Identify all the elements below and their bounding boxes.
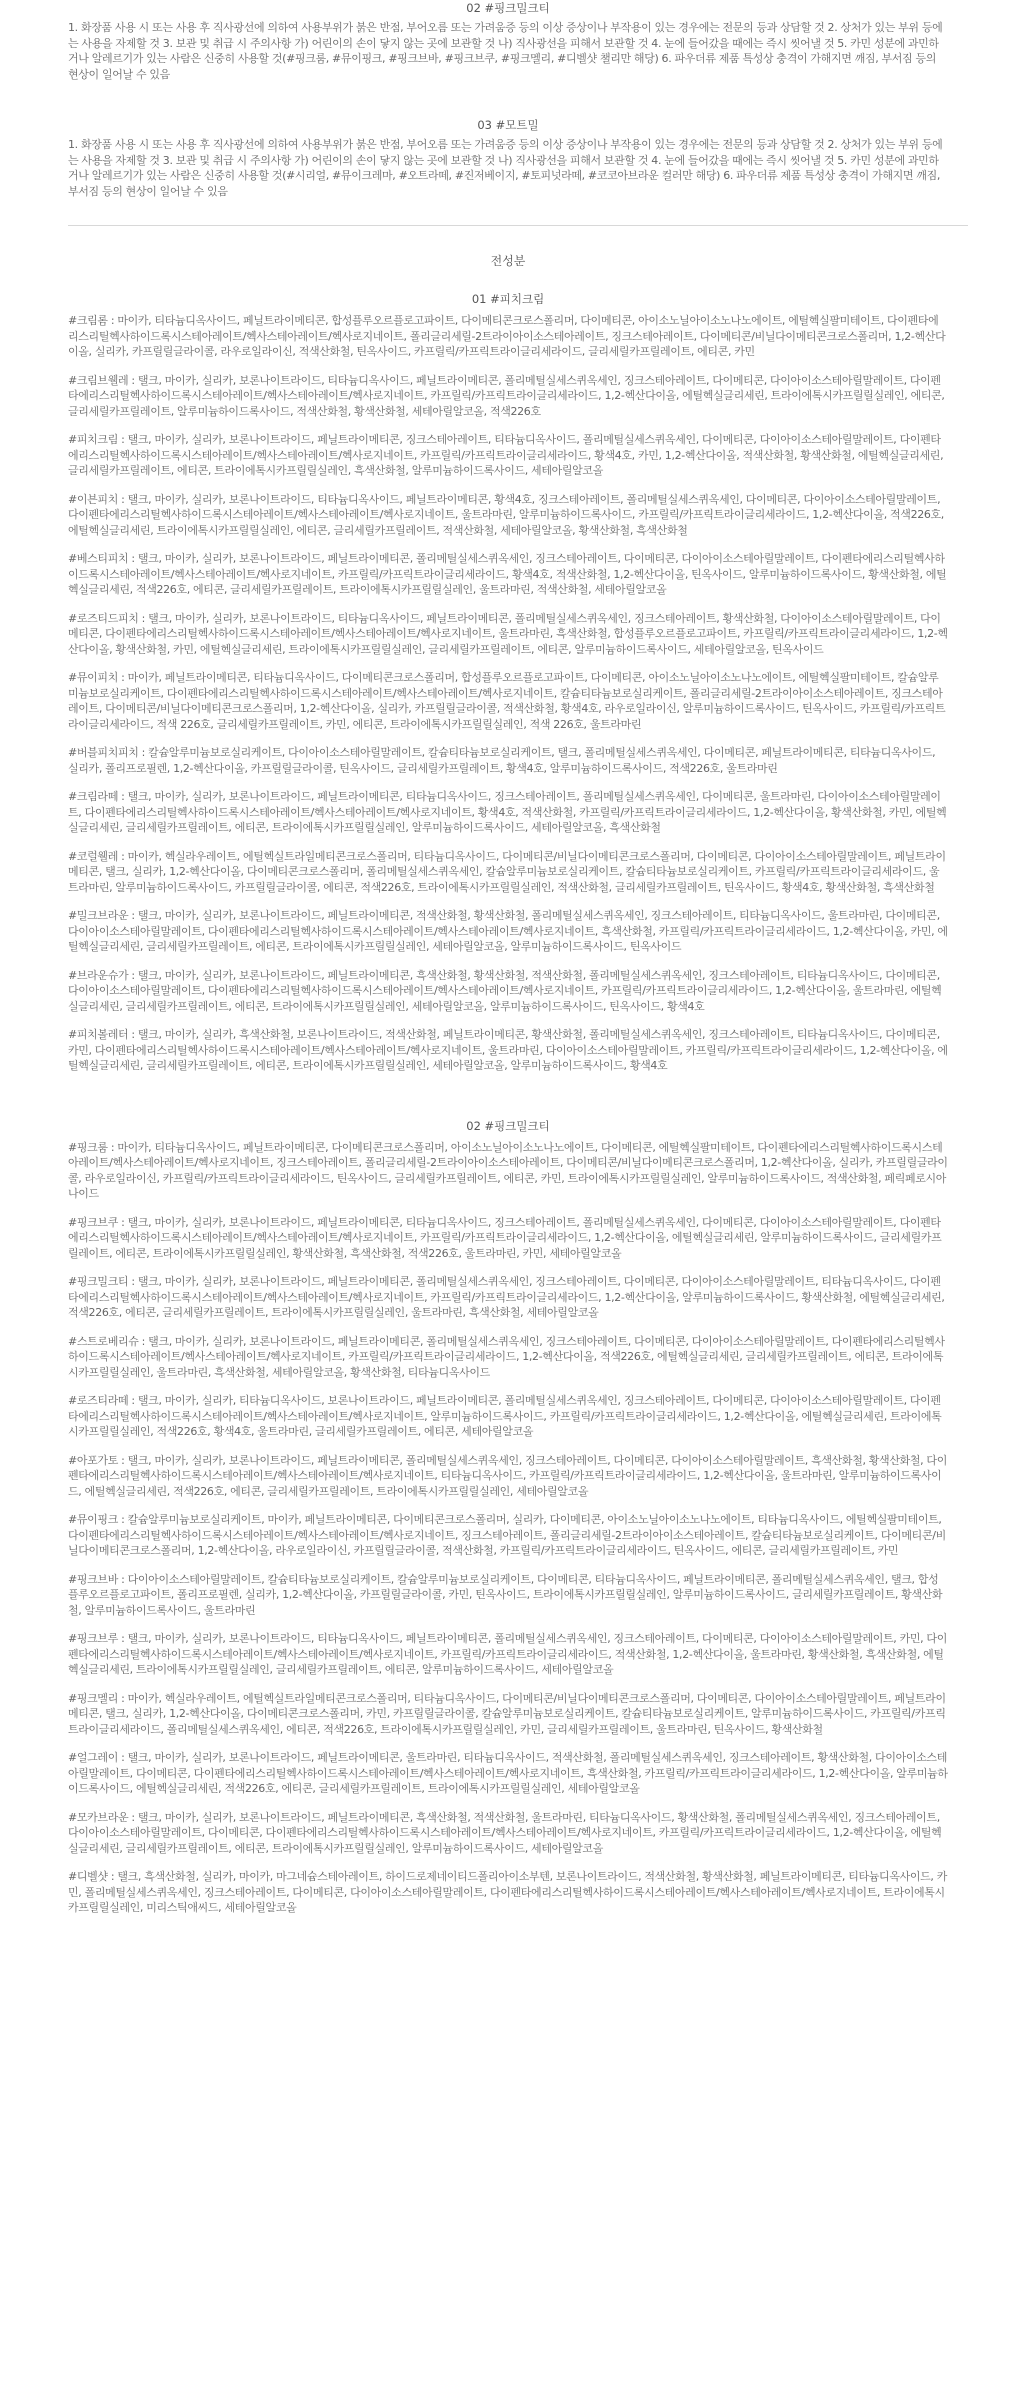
ingredient-list-item: #밀크브라운 : 탤크, 마이카, 실리카, 보론나이트라이드, 페닐트라이메티콘, 적색산화철, 황색산화철, 폴리메틸실세스퀴옥세인, 징크스테아레이트, 티타늄디옥사이드, 울트라마린, 다이메티콘, 다이아이소스테아릴말레이트, 다이펜타에리스리틸헥사하이드록시스테아레이트/헥사스테아레이트/헥사로지네이트, 흑색산화철, 카프릴릭/카프릭트라이글리세라이드, 1,2-헥산다이올, 카민, 에틸헥실글리세린, 글리세릴카프릴레이트, 에티콘, 트라이에톡시카프릴릴실레인, 세테아릴알코올, 알루미늄하이드록사이드, 틴옥사이드 [68,909,948,953]
caution-title: 02 #핑크밀크티 [466,1,550,15]
ingredient-list-item: #핑크룸 : 마이카, 티타늄디옥사이드, 페닐트라이메티콘, 다이메티콘크로스폴리머, 아이소노닐아이소노나노에이트, 다이메티콘, 에틸헥실팔미테이트, 다이펜타에리스리틸헥사하이드록시스테아레이트/헥사스테아레이트/헥사로지네이트, 징크스테아레이트, 폴리글리세릴-2트라이아이소스테아레이트, 다이메티콘/비닐다이메티콘크로스폴리머, 1,2-헥산다이올, 실리카, 카프릴릴글라이콜, 라우로일라이신, 카프릴릭/카프릭트라이글리세라이드, 틴옥사이드, 글리세릴카프릴레이트, 에티콘, 카민, 트라이에톡시카프릴릴실레인, 알루미늄하이드록사이드, 적색산화철, 페릭페로시아나이드 [68,1140,948,1200]
ingredient-group-peach-cream [68,291,948,1074]
ingredient-list-item: #모카브라운 : 탤크, 마이카, 실리카, 보론나이트라이드, 페닐트라이메티콘, 흑색산화철, 적색산화철, 울트라마린, 티타늄디옥사이드, 황색산화철, 폴리메틸실세스퀴옥세인, 징크스테아레이트, 다이아이소스테아릴말레이트, 다이메티콘, 다이펜타에리스리틸헥사하이드록시스테아레이트/헥사스테아레이트/헥사로지네이트, 카프릴릭/카프릭트라이글리세라이드, 1,2-헥산다이올, 에틸헥실글리세린, 글리세릴카프릴레이트, 에티콘, 트라이에톡시카프릴릴실레인, 알루미늄하이드록사이드, 세테아릴알코올 [68,1810,942,1855]
ingredient-list-item: #베스티피치 : 탤크, 마이카, 실리카, 보론나이트라이드, 페닐트라이메티콘, 폴리메틸실세스퀴옥세인, 징크스테아레이트, 다이메티콘, 다이아이소스테아릴말레이트, 다이펜타에리스리틸헥사하이드록시스테아레이트/헥사스테아레이트/헥사로지네이트, 카프릴릭/카프릭트라이글리세라이드, 황색4호, 적색산화철, 1,2-헥산다이올, 틴옥사이드, 알루미늄하이드록사이드, 황색산화철, 에틸헥실글리세린, 적색226호, 에티콘, 글리세릴카프릴레이트, 트라이에톡시카프릴릴실레인, 울트라마린, 적색산화철, 세테아릴알코올 [68,552,947,596]
ingredient-list-item: #브라운슈가 : 탤크, 마이카, 실리카, 보론나이트라이드, 페닐트라이메티콘, 흑색산화철, 황색산화철, 적색산화철, 폴리메틸실세스퀴옥세인, 징크스테아레이트, 티타늄디옥사이드, 다이메티콘, 다이아이소스테아릴말레이트, 다이펜타에리스리틸헥사하이드록시스테아레이트/헥사스테아레이트/헥사로지네이트, 카프릴릭/카프릭트라이글리세라이드, 1,2-헥산다이올, 울트라마린, 에틸헥실글리세린, 글리세릴카프릴레이트, 에티콘, 트라이에톡시카프릴릴실레인, 세테아릴알코올, 알루미늄하이드록사이드, 틴옥사이드, 황색4호 [68,968,942,1013]
ingredient-list-item: #피치볼레터 : 탤크, 마이카, 실리카, 흑색산화철, 보론나이트라이드, 적색산화철, 페닐트라이메티콘, 황색산화철, 폴리메틸실세스퀴옥세인, 징크스테아레이트, 티타늄디옥사이드, 다이메티콘, 카민, 다이펜타에리스리틸헥사하이드록시스테아레이트/헥사스테아레이트/헥사로지네이트, 울트라마린, 다이아이소스테아릴말레이트, 카프릴릭/카프릭트라이글리세라이드, 1,2-헥산다이올, 에틸헥실글리세린, 글리세릴카프릴레이트, 에티콘, 트라이에톡시카프릴릴실레인, 세테아릴알코올, 알루미늄하이드록사이드, 황색4호 [68,1028,948,1072]
ingredient-list-item: #핑크브쿠 : 탤크, 마이카, 실리카, 보론나이트라이드, 페닐트라이메티콘, 티타늄디옥사이드, 징크스테아레이트, 폴리메틸실세스퀴옥세인, 다이메티콘, 다이아이소스테아릴말레이트, 다이펜타에리스리틸헥사하이드록시스테아레이트/헥사스테아레이트/헥사로지네이트, 카프릴릭/카프릭트라이글리세라이드, 1,2-헥산다이올, 에틸헥실글리세린, 알루미늄하이드록사이드, 글리세릴카프릴레이트, 에티콘, 트라이에톡시카프릴릴실레인, 황색산화철, 흑색산화철, 적색226호, 울트라마린, 카민, 세테아릴알코올 [68,1215,942,1260]
ingredient-list-item: #핑크멜리 : 마이카, 헥실라우레이트, 에틸헥실트라일메티콘크로스폴리머, 티타늄디옥사이드, 다이메티콘/비닐다이메티콘크로스폴리머, 다이메티콘, 다이아이소스테아릴말레이트, 페닐트라이메티콘, 탤크, 실리카, 1,2-헥산다이올, 다이메티콘크로스폴리머, 카민, 카프릴릴글라이콜, 칼슘알루미늄보로실리케이트, 칼슘티타늄보로실리케이트, 알루미늄하이드록사이드, 카프릴릭/카프릭트라이글리세라이드, 폴리메틸실세스퀴옥세인, 에티콘, 적색226호, 트라이에톡시카프릴릴실레인, 카민, 글리세릴카프릴레이트, 울트라마린, 틴옥사이드, 황색산화철 [68,1691,946,1736]
ingredient-list-item: #뮤이핑크 : 칼슘알루미늄보로실리케이트, 마이카, 페닐트라이메티콘, 다이메티콘크로스폴리머, 실리카, 다이메티콘, 아이소노닐아이소노나노에이트, 티타늄디옥사이드, 에틸헥실팔미테이트, 다이펜타에리스리틸헥사하이드록시스테아레이트/헥사스테아레이트/헥사로지네이트, 징크스테아레이트, 폴리글리세릴-2트라이아이소스테아레이트, 칼슘티타늄보로실리케이트, 다이메티콘/비닐다이메티콘크로스폴리머, 1,2-헥산다이올, 라우로일라이신, 카프릴릴글라이콜, 적색산화철, 카프릴릭/카프릭트라이글리세라이드, 틴옥사이드, 에티콘, 글리세릴카프릴레이트, 카민 [68,1513,946,1557]
ingredient-list-item: #로즈티드피치 : 탤크, 마이카, 실리카, 보론나이트라이드, 티타늄디옥사이드, 페닐트라이메티콘, 폴리메틸실세스퀴옥세인, 징크스테아레이트, 황색산화철, 다이아이소스테아릴말레이트, 다이메티콘, 다이펜타에리스리틸헥사하이드록시스테아레이트/헥사스테아레이트/헥사로지네이트, 울트라마린, 흑색산화철, 합성플루오르플로고파이트, 카프릴릭/카프릭트라이글리세라이드, 1,2-헥산다이올, 황색산화철, 카민, 에틸헥실글리세린, 트라이에톡시카프릴릴실레인, 글리세릴카프릴레이트, 에티콘, 알루미늄하이드록사이드, 세테아릴알코올, 틴옥사이드 [68,611,948,656]
caution-title: 03 #모트밀 [477,118,539,132]
ingredient-list-item: #크림롬 : 마이카, 티타늄디옥사이드, 페닐트라이메티콘, 합성플루오르플로고파이트, 다이메티콘크로스폴리머, 다이메티콘, 아이소노닐아이소노나노에이트, 에틸헥실팔미테이트, 다이펜타에리스리틸헥사하이드록시스테아레이트/헥사스테아레이트/헥사로지네이트, 폴리글리세릴-2트라이아이소스테아레이트, 징크스테아레이트, 다이메티콘/비닐다이메티콘크로스폴리머, 1,2-헥산다이올, 실리카, 카프릴릴글라이콜, 라우로일라이신, 적색산화철, 틴옥사이드, 카프릴릭/카프릭트라이글리세라이드, 글리세릴카프릴레이트, 에티콘, 카민 [68,314,946,358]
ingredient-list-item: #코럴웰레 : 마이카, 헥실라우레이트, 에틸헥실트라일메티콘크로스폴리머, 티타늄디옥사이드, 다이메티콘/비닐다이메티콘크로스폴리머, 다이메티콘, 다이아이소스테아릴말레이트, 페닐트라이메티콘, 탤크, 실리카, 1,2-헥산다이올, 다이메티콘크로스폴리머, 폴리메틸실세스퀴옥세인, 칼슘알루미늄보로실리케이트, 칼슘티타늄보로실리케이트, 카프릴릭/카프릭트라이글리세라이드, 울트라마린, 알루미늄하이드록사이드, 카프릴릴글라이콜, 에티콘, 적색226호, 트라이에톡시카프릴릴실레인, 적색산화철, 글리세릴카프릴레이트, 틴옥사이드, 황색4호, 황색산화철, 흑색산화철 [68,849,946,894]
ingredient-list-item: #디벨샷 : 탤크, 흑색산화철, 실리카, 마이카, 마그네슘스테아레이트, 하이드로제네이티드폴리아이소부텐, 보론나이트라이드, 적색산화철, 황색산화철, 페닐트라이메티콘, 티타늄디옥사이드, 카민, 폴리메틸실세스퀴옥세인, 징크스테아레이트, 다이메티콘, 다이아이소스테아릴말레이트, 다이펜타에리스리틸헥사하이드록시스테아레이트/헥사스테아레이트/헥사로지네이트, 트라이에톡시카프릴릴실레인, 미리스틱애씨드, 세테아릴알코올 [68,1870,947,1914]
ingredient-list-item: #핑크브바 : 다이아이소스테아릴말레이트, 칼슘티타늄보로실리케이트, 칼슘알루미늄보로실리케이트, 다이메티콘, 티타늄디옥사이드, 페닐트라이메티콘, 폴리메틸실세스퀴옥세인, 탤크, 합성플루오르플로고파이트, 폴리프로필렌, 실리카, 1,2-헥산다이올, 카프릴릴글라이콜, 카민, 틴옥사이드, 트라이에톡시카프릴릴실레인, 알루미늄하이드록사이드, 글리세릴카프릴레이트, 황색산화철, 알루미늄하이드록사이드, 울트라마린 [68,1572,943,1617]
ingredient-list-item: #핑크밀크티 : 탤크, 마이카, 실리카, 보론나이트라이드, 페닐트라이메티콘, 폴리메틸실세스퀴옥세인, 징크스테아레이트, 다이메티콘, 다이아이소스테아릴말레이트, 티타늄디옥사이드, 다이펜타에리스리틸헥사하이드록시스테아레이트/헥사스테아레이트/헥사로지네이트, 카프릴릭/카프릭트라이글리세라이드, 1,2-헥산다이올, 알루미늄하이드록사이드, 황색산화철, 에틸헥실글리세린, 적색226호, 에티콘, 글리세릴카프릴레이트, 트라이에톡시카프릴릴실레인, 울트라마린, 흑색산화철, 세테아릴알코올 [68,1275,945,1319]
ingredient-list-item: #얼그레이 : 탤크, 마이카, 실리카, 보론나이트라이드, 페닐트라이메티콘, 울트라마린, 티타늄디옥사이드, 적색산화철, 폴리메틸실세스퀴옥세인, 징크스테아레이트, 황색산화철, 다이아이소스테아릴말레이트, 다이메티콘, 다이펜타에리스리틸헥사하이드록시스테아레이트/헥사스테아레이트/헥사로지네이트, 흑색산화철, 카프릴릭/카프릭트라이글리세라이드, 1,2-헥산다이올, 알루미늄하이드록사이드, 에틸헥실글리세린, 적색226호, 에티콘, 글리세릴카프릴레이트, 트라이에톡시카프릴릴실레인, 세테아릴알코올 [68,1751,948,1795]
content-column [68,0,948,1916]
ingredient-list-item: #크림브웰레 : 탤크, 마이카, 실리카, 보론나이트라이드, 티타늄디옥사이드, 페닐트라이메티콘, 폴리메틸실세스퀴옥세인, 징크스테아레이트, 다이메티콘, 다이아이소스테아릴말레이트, 다이펜타에리스리틸헥사하이드록시스테아레이트/헥사스테아레이트/헥사로지네이트, 카프릴릭/카프릭트라이글리세라이드, 1,2-헥산다이올, 에틸헥실글리세린, 트라이에톡시카프릴릴실레인, 에티콘, 글리세릴카프릴레이트, 알루미늄하이드록사이드, 적색산화철, 황색산화철, 세테아릴알코올, 적색226호 [68,373,945,418]
ingredient-list-item: #아포가토 : 탤크, 마이카, 실리카, 보론나이트라이드, 페닐트라이메티콘, 폴리메틸실세스퀴옥세인, 징크스테아레이트, 다이메티콘, 다이아이소스테아릴말레이트, 흑색산화철, 황색산화철, 다이펜타에리스리틸헥사하이드록시스테아레이트/헥사스테아레이트/헥사로지네이트, 티타늄디옥사이드, 카프릴릭/카프릭트라이글리세라이드, 1,2-헥산다이올, 울트라마린, 알루미늄하이드록사이드, 에틸헥실글리세린, 적색226호, 에티콘, 글리세릴카프릴레이트, 트라이에톡시카프릴릴실레인, 세테아릴알코올 [68,1453,947,1498]
ingredient-list-item: #버블피치피치 : 칼슘알루미늄보로실리케이트, 다이아이소스테아릴말레이트, 칼슘티타늄보로실리케이트, 탤크, 폴리메틸실세스퀴옥세인, 다이메티콘, 페닐트라이메티콘, 티타늄디옥사이드, 실리카, 폴리프로필렌, 1,2-헥산다이올, 카프릴릴글라이콜, 틴옥사이드, 글리세릴카프릴레이트, 황색4호, 알루미늄하이드록사이드, 적색226호, 울트라마린 [68,746,936,775]
ingredient-list-item: #크림라떼 : 탤크, 마이카, 실리카, 보론나이트라이드, 페닐트라이메티콘, 티타늄디옥사이드, 징크스테아레이트, 폴리메틸실세스퀴옥세인, 다이메티콘, 울트라마린, 다이아이소스테아릴말레이트, 다이펜타에리스리틸헥사하이드록시스테아레이트/헥사스테아레이트/헥사로지네이트, 황색4호, 적색산화철, 카프릴릭/카프릭트라이글리세라이드, 1,2-헥산다이올, 황색산화철, 카민, 에틸헥실글리세린, 글리세릴카프릴레이트, 에티콘, 트라이에톡시카프릴릴실레인, 알루미늄하이드록사이드, 세테아릴알코올, 흑색산화철 [68,790,947,834]
caution-text: 1. 화장품 사용 시 또는 사용 후 직사광선에 의하여 사용부위가 붉은 반점, 부어오름 또는 가려움증 등의 이상 증상이나 부작용이 있는 경우에는 전문의 등과 상담할 것 2. 상처가 있는 부위 등에는 사용을 자제할 것 3. 보관 및 취급 시 주의사항 가) 어린이의 손이 닿지 않는 곳에 보관할 것 나) 직사광선을 피해서 보관할 것 4. 눈에 들어갔을 때에는 즉시 씻어낼 것 5. 카민 성분에 과민하거나 알레르기가 있는 사람은 신중히 사용할 것(#시리얼, #뮤이크레마, #오트라떼, #진저베이지, #토피넛라떼, #코코아브라운 컬러만 해당) 6. 파우더류 제품 특성상 충격이 가해지면 깨짐, 부서짐 등의 현상이 일어날 수 있음 [68,138,943,198]
ingredient-list-item: #로즈티라떼 : 탤크, 마이카, 실리카, 티타늄디옥사이드, 보론나이트라이드, 페닐트라이메티콘, 폴리메틸실세스퀴옥세인, 징크스테아레이트, 다이메티콘, 다이아이소스테아릴말레이트, 다이펜타에리스리틸헥사하이드록시스테아레이트/헥사스테아레이트/헥사로지네이트, 알루미늄하이드록사이드, 카프릴릭/카프릭트라이글리세라이드, 1,2-헥산다이올, 에틸헥실글리세린, 트라이에톡시카프릴릴실레인, 적색226호, 황색4호, 울트라마린, 글리세릴카프릴레이트, 에티콘, 세테아릴알코올 [68,1394,942,1438]
group-title: 01 #피치크림 [471,292,545,306]
ingredient-list-item: #뮤이피치 : 마이카, 페닐트라이메티콘, 티타늄디옥사이드, 다이메티콘크로스폴리머, 합성플루오르플로고파이트, 다이메티콘, 아이소노닐아이소노나노에이트, 에틸헥실팔미테이트, 칼슘알루미늄보로실리케이트, 다이펜타에리스리틸헥사하이드록시스테아레이트/헥사스테아레이트/헥사로지네이트, 칼슘티타늄보로실리케이트, 폴리글리세릴-2트라이아이소스테아레이트, 징크스테아레이트, 다이메티콘/비닐다이메티콘크로스폴리머, 1,2-헥산다이올, 실리카, 카프릴릴글라이콜, 적색산화철, 황색4호, 라우로일라이신, 알루미늄하이드록사이드, 틴옥사이드, 카프릴릭/카프릭트라이글리세라이드, 적색 226호, 글리세릴카프릴레이트, 카민, 에티콘, 트라이에톡시카프릴릴실레인, 적색 226호, 울트라마린 [68,671,946,731]
ingredient-list-item: #스트로베리슈 : 탤크, 마이카, 실리카, 보론나이트라이드, 페닐트라이메티콘, 폴리메틸실세스퀴옥세인, 징크스테아레이트, 다이메티콘, 다이아이소스테아릴말레이트, 다이펜타에리스리틸헥사하이드록시스테아레이트/헥사스테아레이트/헥사로지네이트, 카프릴릭/카프릭트라이글리세라이드, 1,2-헥산다이올, 적색226호, 에틸헥실글리세린, 글리세릴카프릴레이트, 에티콘, 트라이에톡시카프릴릴실레인, 울트라마린, 흑색산화철, 세테아릴알코올, 황색산화철, 티타늄디옥사이드 [68,1334,945,1379]
caution-block-oatmeal [68,118,948,199]
ingredient-list-item: #이븐피치 : 탤크, 마이카, 실리카, 보론나이트라이드, 티타늄디옥사이드, 페닐트라이메티콘, 황색4호, 징크스테아레이트, 폴리메틸실세스퀴옥세인, 다이메티콘, 다이아이소스테아릴말레이트, 다이펜타에리스리틸헥사하이드록시스테아레이트/헥사스테아레이트/헥사로지네이트, 울트라마린, 알루미늄하이드록사이드, 카프릴릭/카프릭트라이글리세라이드, 1,2-헥산다이올, 적색226호, 에틸헥실글리세린, 트라이에톡시카프릴릴실레인, 에티콘, 글리세릴카프릴레이트, 적색산화철, 세테아릴알코올, 황색산화철, 흑색산화철 [68,492,944,537]
ingredients-heading: 전성분 [490,254,526,268]
ingredient-group-pink-milk-tea [68,1118,948,1916]
ingredient-list-item: #핑크브루 : 탤크, 마이카, 실리카, 보론나이트라이드, 티타늄디옥사이드, 페닐트라이메티콘, 폴리메틸실세스퀴옥세인, 징크스테아레이트, 다이메티콘, 다이아이소스테아릴말레이트, 카민, 다이펜타에리스리틸헥사하이드록시스테아레이트/헥사스테아레이트/헥사로지네이트, 카프릴릭/카프릭트라이글리세라이드, 적색산화철, 1,2-헥산다이올, 울트라마린, 황색산화철, 흑색산화철, 에틸헥실글리세린, 트라이에톡시카프릴릴실레인, 글리세릴카프릴레이트, 에티콘, 알루미늄하이드록사이드, 세테아릴알코올 [68,1632,947,1676]
ingredient-list-item: #피치크림 : 탤크, 마이카, 실리카, 보론나이트라이드, 페닐트라이메티콘, 징크스테아레이트, 티타늄디옥사이드, 폴리메틸실세스퀴옥세인, 다이메티콘, 다이아이소스테아릴말레이트, 다이펜타에리스리틸헥사하이드록시스테아레이트/헥사스테아레이트/헥사로지네이트, 카프릴릭/카프릭트라이글리세라이드, 황색4호, 카민, 1,2-헥산다이올, 적색산화철, 황색산화철, 에틸헥실글리세린, 글리세릴카프릴레이트, 에티콘, 트라이에톡시카프릴릴실레인, 흑색산화철, 알루미늄하이드록사이드, 세테아릴알코올 [68,433,944,477]
group-title: 02 #핑크밀크티 [466,1118,550,1133]
section-divider [68,225,968,226]
caution-text: 1. 화장품 사용 시 또는 사용 후 직사광선에 의하여 사용부위가 붉은 반점, 부어오름 또는 가려움증 등의 이상 증상이나 부작용이 있는 경우에는 전문의 등과 상담할 것 2. 상처가 있는 부위 등에는 사용을 자제할 것 3. 보관 및 취급 시 주의사항 가) 어린이의 손이 닿지 않는 곳에 보관할 것 나) 직사광선을 피해서 보관할 것 4. 눈에 들어갔을 때에는 즉시 씻어낼 것 5. 카민 성분에 과민하거나 알레르기가 있는 사람은 신중히 사용할 것(#핑크룸, #뮤이핑크, #핑크브바, #핑크브쿠, #핑크멜리, #디벨샷 챌리만 해당) 6. 파우더류 제품 특성상 충격이 가해지면 깨짐, 부서짐 등의 현상이 일어날 수 있음 [68,21,943,81]
caution-block-pink-milk-tea [68,1,948,82]
